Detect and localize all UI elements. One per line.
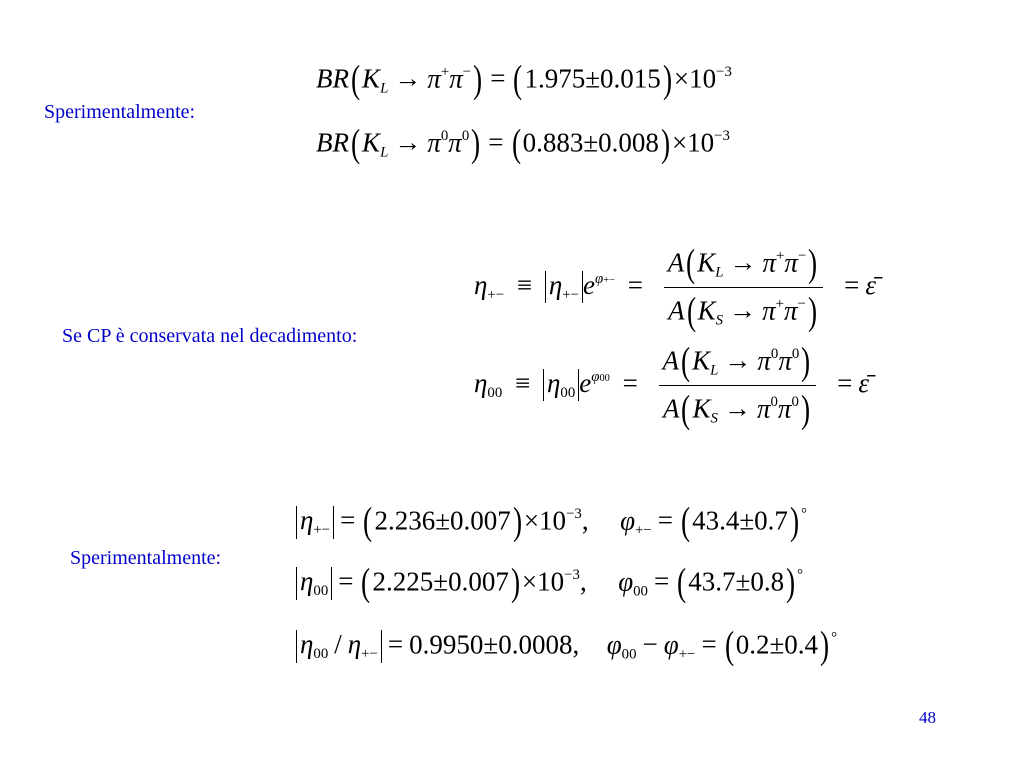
- equation-br-pi-plus-minus: $BR(K_L \to \pi^+\pi^-) = (1.975\pm 0.015)\times 10^{-3}$: [316, 58, 732, 101]
- page-number: 48: [919, 708, 936, 727]
- equation-experimental-eta-plus-minus: $\eta_{+-} = (2.236\pm 0.007)\times 10^{-3}$, $\varphi_{+-} = (43.4\pm 0.7)$ °: [296, 502, 807, 541]
- equation-eta-zero-zero-definition: $\eta_{00} \equiv \eta_{00}$ $e^{\varphi 00}$ = $\frac{A(K_L \to \pi^0\pi^0)}{A(K_S \to \pi^0\pi^0)}$ = ε̄: [474, 340, 869, 432]
- label-sperimentalmente-top: Sperimentalmente:: [44, 101, 196, 123]
- equation-experimental-ratio: $\eta_{00} / \eta_{+-} = 0.9950\pm 0.0008$, $\varphi_{00} - \varphi_{+-} = (0.2\pm 0.4)$ °: [296, 626, 837, 665]
- amplitude-ratio-fraction: $\frac{A(K_L \to \pi^0\pi^0)}{A(K_S \to \pi^0\pi^0)}$: [659, 342, 817, 429]
- equation-eta-plus-minus-definition: $\eta_{+-} \equiv \eta_{+-}$ $e^{\varphi+-}$ = $\frac{A(K_L \to \pi^+\pi^-)}{A(K_S \to \pi^+\pi^-)}$ = ε̄: [474, 242, 876, 334]
- amplitude-ratio-fraction: $\frac{A(K_L \to \pi^+\pi^-)}{A(K_S \to \pi^+\pi^-)}$: [664, 244, 824, 331]
- equation-experimental-eta-zero-zero: $\eta_{00} = (2.225\pm 0.007)\times 10^{-3}$, $\varphi_{00} = (43.7\pm 0.8)$ °: [296, 563, 803, 602]
- label-sperimentalmente-bottom: Sperimentalmente:: [70, 547, 222, 569]
- label-se-cp: Se CP è conservata nel decadimento:: [62, 325, 358, 347]
- equation-br-pi-zero-zero: $BR(K_L \to \pi^0\pi^0) = (0.883\pm 0.008)\times 10^{-3}$: [316, 122, 730, 165]
